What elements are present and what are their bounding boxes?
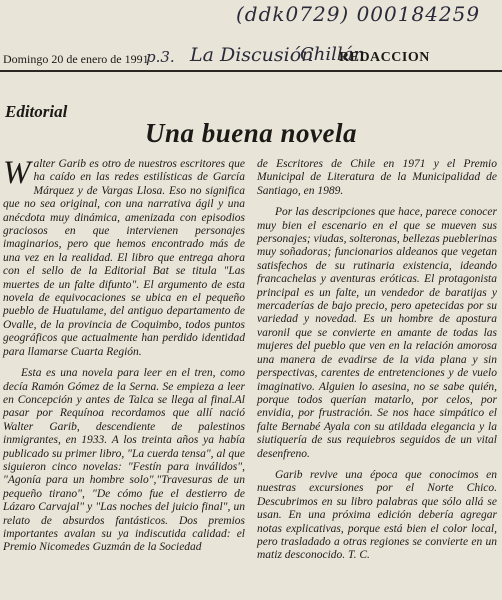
source-annotation: La Discusión [190,44,314,66]
page-mark-annotation: p.3. [146,48,175,66]
header-rule [0,70,502,72]
drop-cap: W [3,155,31,191]
city-annotation: Chillán [300,44,365,65]
body-paragraph: Por las descripciones que hace, parece conocer muy bien el escenario en el que se mueven sus personajes; viudas, solteronas, bellezas pueblerinas muy soñadoras; funcionarios aldeanos que vegetan satisfechos de su rutinaria existencia, ideando francachelas y aventuras eróticas. El protagonista principal es un falte, un vendedor de baratijas y mercaderías de bajo precio, pero apetecidas por su variedad y novedad. Es un hombre de apostura varonil que se convierte en amante de todas las mujeres del pueblo que ven en la relación amorosa una manera de evadirse de la vida plana y sin perspectivas, carentes de entretenciones y de vuelo imaginativo. Alguien lo asesina, no se sabe quién, porque todos querían matarlo, por celos, por envidia, por frustración. Se nos hace simpático el falte Bernabé Ayala con su atildada elegancia y la siutiquería de sus requiebros seguidos de un vital desenfreno. [257,206,497,460]
article-column-left [3,155,245,555]
body-paragraph [3,155,245,359]
body-paragraph: Garib revive una época que conocimos en nuestras excursiones por el Norte Chico. Descubrimos en su libro palabras que sólo allá se usan. En una próxima edición debería agregar notas explicativas, porque está bien el color local, pero trasladado a otras regiones se convierte en un matiz desconocido. T. C. [257,468,497,562]
archive-code-annotation: (ddk0729) 000184259 [236,2,481,26]
article-headline: Una buena novela [144,118,358,148]
body-paragraph: Esta es una novela para leer en el tren, como decía Ramón Gómez de la Serna. Se empieza a leer en Concepción y antes de Talca se llega al final.Al pasar por Requínoa recordamos que allí nació Walter Garib, descendiente de palestinos inmigrantes, en 1933. A los treinta años ya había publicado su primer libro, "La cuerda tensa", al que siguieron cinco novelas: "Festín para inválidos", "Agonía para un hombre solo","Travesuras de un pequeño tirano", "De cómo fue el destierro de Lázaro Carvajal" y "Las noches del juicio final", un relato de absurdos fantásticos. Dos premios importantes avalan su ya indiscutida calidad: el Premio Nicomedes Guzmán de la Sociedad [3,367,245,554]
paragraph-text: alter Garib es otro de nuestros escritores que ha caído en las redes estilísticas de García Márquez y de Vargas Llosa. Eso no significa que no sea original, con una narrativa ágil y una anécdota muy dinámica, amenizada con episodios graciosos en que intervienen personajes imaginarios, pero que hemos encontrado más de una vez en la realidad. El libro que entrega ahora con el sello de la Editorial Bat se titula "Las muertes de un falte difunto". El argumento de esta novela de equivocaciones se ubica en el pequeño pueblo de Huatulame, del antiguo departamento de Ovalle, de la provincia de Coquimbo, todos puntos geográficos que actualmente han perdido identidad para llamarse Cuarta Región. [3,158,245,358]
body-paragraph: de Escritores de Chile en 1971 y el Premio Municipal de Literatura de la Municipalidad de Santiago, en 1989. [257,158,497,197]
dateline: Domingo 20 de enero de 1991 [3,52,149,66]
article-column-right [257,158,497,563]
article-kicker: Editorial [5,102,68,121]
section-label: REDACCION [339,50,430,65]
